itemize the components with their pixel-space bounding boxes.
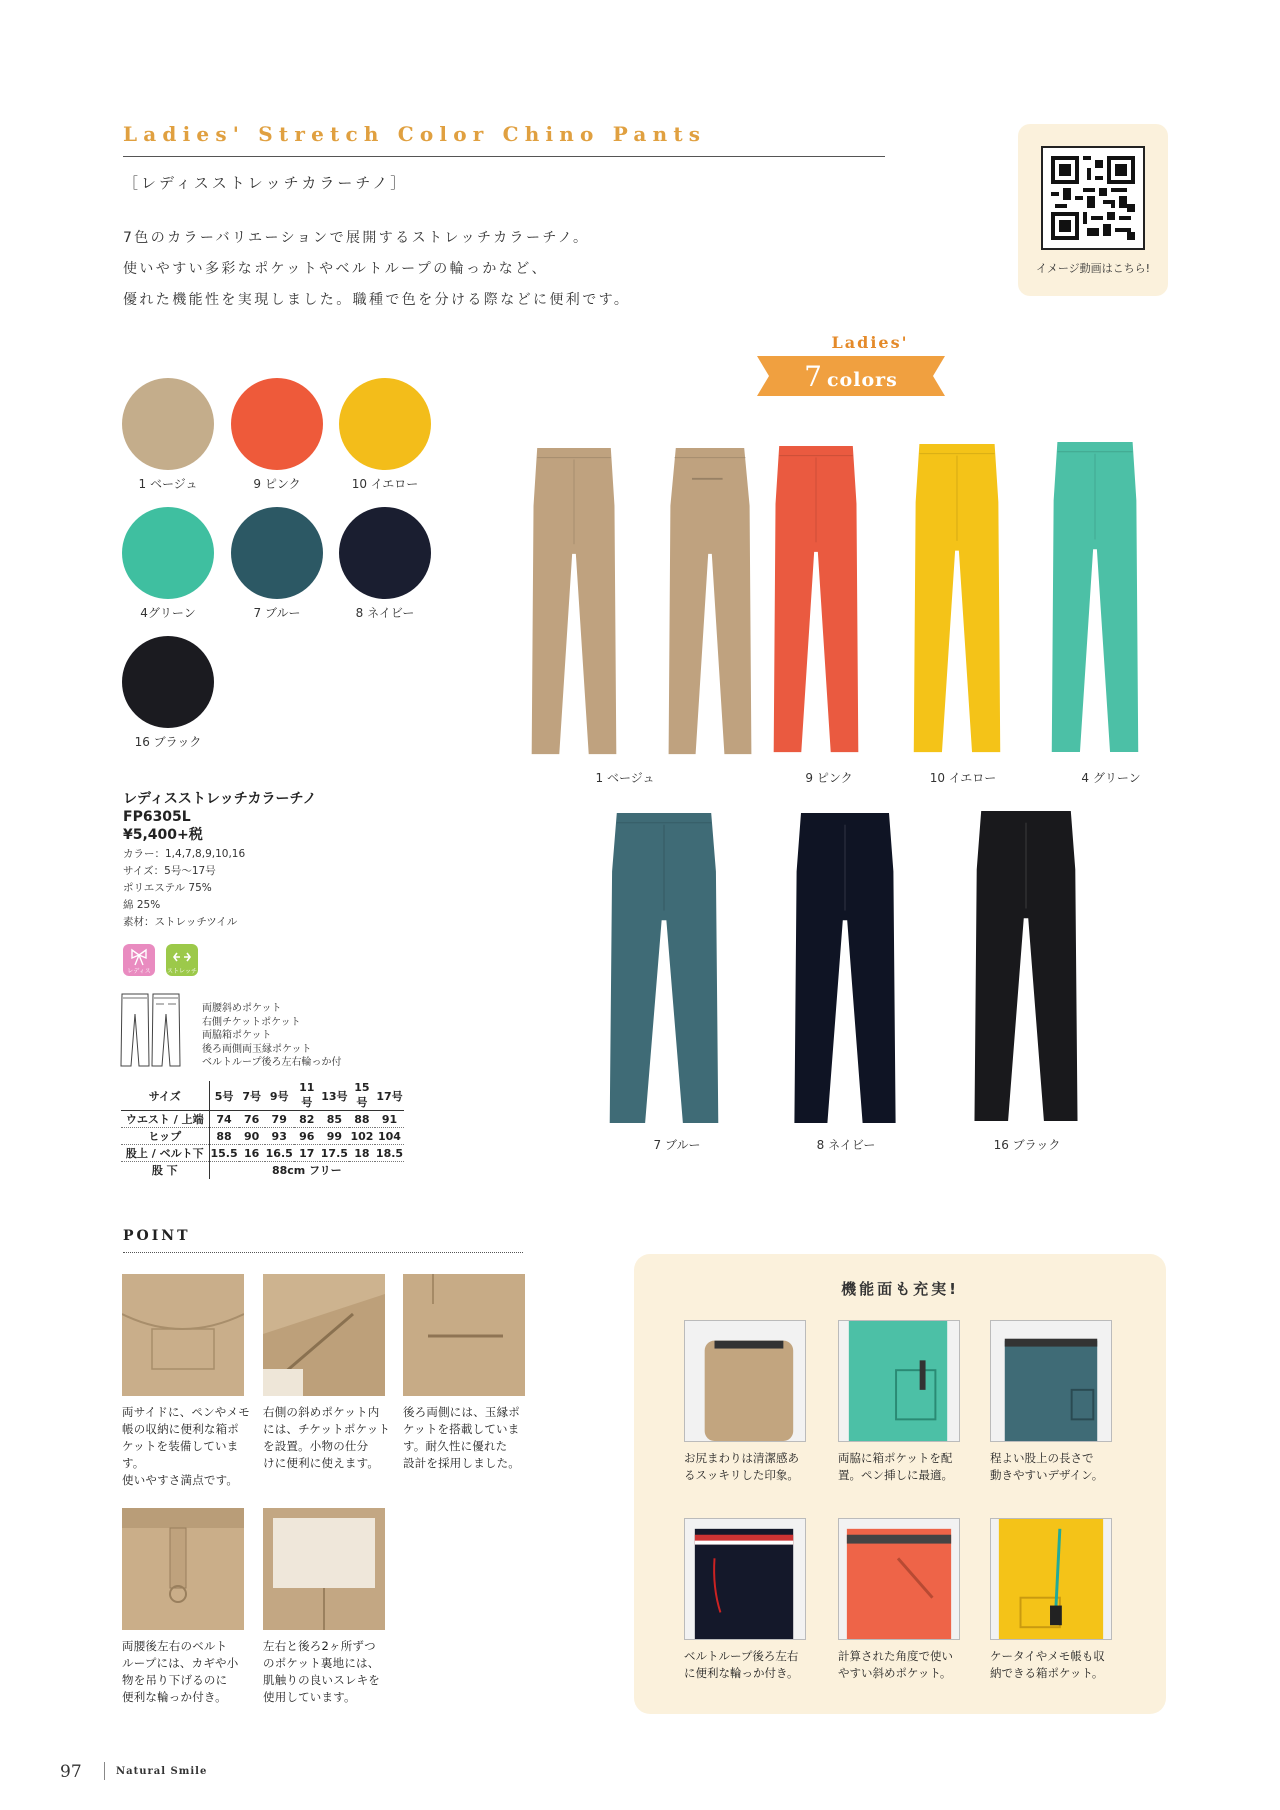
badge-label: レディス — [127, 968, 151, 975]
table-cell: 15.5 — [210, 1146, 238, 1160]
product-name: レディスストレッチカラーチノ — [123, 791, 317, 807]
size-table — [121, 1081, 404, 1179]
table-cell: 88 — [349, 1111, 375, 1128]
spec-line: 綿 25% — [123, 899, 161, 911]
pant-beige-front — [528, 448, 620, 756]
table-row — [121, 1128, 404, 1145]
colors-text — [757, 360, 945, 393]
size-col: 11号 — [294, 1081, 320, 1111]
feature-item: 右側チケットポケット — [202, 1016, 301, 1028]
swatch-label: 8 ネイビー — [355, 606, 415, 620]
point-caption — [122, 1404, 252, 1489]
table-cell: 74 — [209, 1111, 239, 1128]
qr-panel[interactable] — [1018, 124, 1168, 296]
row-label: 股上 / ベルト下 — [121, 1145, 209, 1162]
swatch-label: 4グリーン — [140, 606, 196, 620]
caption-line: ベルトループ後ろ左右 — [684, 1649, 799, 1663]
product-info — [123, 790, 316, 931]
caption-line: す。耐久性に優れた — [403, 1439, 508, 1453]
table-cell: 16.5 — [265, 1146, 293, 1160]
caption-line: ケータイやメモ帳も収 — [990, 1649, 1105, 1663]
technical-drawing — [120, 992, 182, 1068]
point-photo-side-pocket — [122, 1274, 244, 1396]
caption-line: ループには、カギや小 — [122, 1656, 239, 1670]
caption-line: 肌触りの良いスレキを — [263, 1673, 380, 1687]
size-col: 13号 — [320, 1081, 349, 1111]
table-row — [121, 1111, 404, 1128]
feature-item: 両脇箱ポケット — [202, 1030, 272, 1041]
swatch-beige — [122, 378, 214, 470]
function-photo — [990, 1320, 1112, 1442]
ribbon-icon — [129, 948, 149, 966]
caption-line: 程よい股上の長さで — [990, 1451, 1094, 1465]
caption-line: 両サイドに、ペンやメモ — [122, 1405, 250, 1419]
intro-line: 7色のカラーバリエーションで展開するストレッチカラーチノ。 — [123, 230, 590, 246]
caption-line: 使用しています。 — [263, 1690, 356, 1704]
qr-code-icon — [1051, 156, 1135, 240]
point-caption — [263, 1404, 393, 1472]
swatch-navy — [339, 507, 431, 599]
function-caption — [684, 1648, 824, 1682]
caption-line: 置。ペン挿しに最適。 — [838, 1468, 953, 1482]
function-photo — [838, 1518, 960, 1640]
swatch-yellow — [339, 378, 431, 470]
size-col: 7号 — [239, 1081, 265, 1111]
feature-item: 後ろ両側両玉縁ポケット — [202, 1043, 312, 1055]
table-cell: 88 — [209, 1128, 239, 1145]
caption-line: ケットを装備しています。 — [122, 1439, 239, 1470]
caption-line: 使いやすさ満点です。 — [122, 1473, 239, 1487]
caption-line: るスッキリした印象。 — [684, 1468, 799, 1482]
title-english: Ladies' Stretch Color Chino Pants — [123, 122, 707, 146]
table-cell: 76 — [239, 1111, 265, 1128]
table-cell: 104 — [375, 1128, 404, 1145]
title-japanese: ［レディスストレッチカラーチノ］ — [123, 174, 409, 192]
table-cell: 102 — [350, 1129, 374, 1143]
caption-line: 両腰後左右のベルト — [122, 1639, 228, 1653]
caption-line: 右側の斜めポケット内 — [263, 1405, 380, 1419]
product-code: FP6305L — [123, 809, 191, 825]
pant-beige-back — [665, 448, 755, 756]
point-caption — [403, 1404, 533, 1472]
swatch-label: 10 イエロー — [351, 477, 419, 491]
pant-black — [970, 811, 1082, 1123]
caption-line: 両脇に箱ポケットを配 — [838, 1451, 953, 1465]
function-caption — [684, 1450, 824, 1484]
size-corner: サイズ — [121, 1081, 209, 1111]
row-label: ヒップ — [121, 1128, 209, 1145]
pant-label: 7 ブルー — [653, 1138, 701, 1152]
pant-label: 16 ブラック — [993, 1138, 1061, 1152]
table-cell: 82 — [294, 1111, 320, 1128]
point-divider — [123, 1252, 523, 1253]
table-cell: 18 — [349, 1145, 375, 1162]
function-photo — [838, 1320, 960, 1442]
feature-list — [202, 1002, 342, 1070]
table-cell: 90 — [239, 1128, 265, 1145]
pant-green — [1048, 442, 1142, 754]
table-cell: 99 — [320, 1128, 349, 1145]
table-cell: 17 — [294, 1145, 320, 1162]
point-caption — [263, 1638, 393, 1706]
pant-label: 8 ネイビー — [816, 1138, 876, 1152]
title-divider — [123, 156, 885, 157]
caption-line: ケットを搭載していま — [403, 1422, 520, 1436]
pants-outline-icon — [120, 992, 182, 1068]
function-photo — [990, 1518, 1112, 1640]
function-caption — [838, 1648, 978, 1682]
spec-line: 素材：ストレッチツイル — [123, 916, 238, 928]
swatch-label: 1 ベージュ — [138, 477, 198, 491]
table-row — [121, 1145, 404, 1162]
swatch-green — [122, 507, 214, 599]
qr-code[interactable] — [1041, 146, 1145, 250]
badge-label: ストレッチ — [167, 968, 197, 975]
swatch-blue — [231, 507, 323, 599]
caption-line: 計算された角度で使い — [838, 1649, 953, 1663]
swatch-pink — [231, 378, 323, 470]
swatch-label: 16 ブラック — [134, 735, 202, 749]
functions-title: 機能面も充実! — [841, 1280, 959, 1298]
function-photo — [684, 1320, 806, 1442]
intro-line: 使いやすい多彩なポケットやベルトループの輪っかなど、 — [123, 261, 548, 277]
page-number: 97 — [60, 1762, 82, 1782]
stretch-icon — [172, 948, 192, 966]
product-price: ¥5,400+税 — [123, 827, 203, 843]
qr-caption: イメージ動画はこちら! — [1035, 262, 1151, 275]
swatch-label: 9 ピンク — [253, 477, 301, 491]
swatch-label: 7 ブルー — [253, 606, 301, 620]
colors-banner — [757, 352, 945, 400]
function-caption — [990, 1450, 1130, 1484]
intro-text — [123, 223, 630, 316]
ladies-label: Ladies' — [831, 333, 909, 352]
pant-label: 1 ベージュ — [595, 771, 655, 785]
point-photo-ticket-pocket — [263, 1274, 385, 1396]
point-photo-lining — [263, 1508, 385, 1630]
ladies-badge — [123, 944, 155, 976]
caption-line: 動きやすいデザイン。 — [990, 1468, 1104, 1482]
pant-blue — [605, 813, 723, 1125]
caption-line: けに便利に使えます。 — [263, 1456, 380, 1470]
row-label: 股 下 — [121, 1162, 209, 1179]
table-cell: 16 — [239, 1145, 265, 1162]
size-col: 15号 — [349, 1081, 375, 1111]
point-photo-back-pocket — [403, 1274, 525, 1396]
pant-label: 10 イエロー — [929, 771, 997, 785]
pant-label: 9 ピンク — [805, 771, 853, 785]
pant-navy — [790, 813, 900, 1125]
function-caption — [838, 1450, 978, 1484]
spec-line: サイズ：5号〜17号 — [123, 865, 216, 877]
caption-line: に便利な輪っか付き。 — [684, 1666, 799, 1680]
point-caption — [122, 1638, 252, 1706]
caption-line: を設置。小物の仕分 — [263, 1439, 369, 1453]
size-header-row — [121, 1081, 404, 1111]
table-cell: 96 — [294, 1128, 320, 1145]
table-cell: 91 — [375, 1111, 404, 1128]
size-col: 5号 — [209, 1081, 239, 1111]
size-col: 9号 — [265, 1081, 294, 1111]
caption-line: 物を吊り下げるのに — [122, 1673, 228, 1687]
feature-item: 両腰斜めポケット — [202, 1003, 282, 1014]
pant-label: 4 グリーン — [1081, 771, 1141, 785]
caption-line: 左右と後ろ2ヶ所ずつ — [263, 1639, 376, 1653]
footer-divider — [104, 1762, 105, 1780]
colors-count: 7 — [804, 360, 823, 393]
feature-item: ベルトループ後ろ左右輪っか付 — [202, 1057, 342, 1068]
size-col: 17号 — [375, 1081, 404, 1111]
pant-yellow — [910, 444, 1004, 754]
table-cell: 79 — [265, 1111, 294, 1128]
function-photo — [684, 1518, 806, 1640]
caption-line: 帳の収納に便利な箱ポ — [122, 1422, 239, 1436]
caption-line: お尻まわりは清潔感あ — [684, 1451, 799, 1465]
pant-pink — [770, 446, 862, 754]
table-row — [121, 1162, 404, 1179]
point-title: POINT — [123, 1228, 191, 1244]
swatch-black — [122, 636, 214, 728]
table-cell: 17.5 — [320, 1146, 348, 1160]
caption-line: 便利な輪っか付き。 — [122, 1690, 227, 1704]
table-cell: 85 — [320, 1111, 349, 1128]
caption-line: 納できる箱ポケット。 — [990, 1666, 1104, 1680]
caption-line: 後ろ両側には、玉縁ポ — [403, 1405, 520, 1419]
caption-line: 設計を採用しました。 — [403, 1456, 520, 1470]
table-cell: 88cm フリー — [271, 1164, 342, 1178]
stretch-badge — [166, 944, 198, 976]
colors-word: colors — [826, 369, 898, 391]
footer-brand: Natural Smile — [116, 1766, 208, 1777]
table-cell: 93 — [265, 1128, 294, 1145]
point-photo-belt-loop — [122, 1508, 244, 1630]
spec-line: ポリエステル 75% — [123, 882, 212, 894]
function-caption — [990, 1648, 1130, 1682]
spec-line: カラー：1,4,7,8,9,10,16 — [123, 848, 246, 860]
table-cell: 18.5 — [375, 1146, 404, 1160]
caption-line: のポケット裏地には、 — [263, 1656, 380, 1670]
row-label: ウエスト / 上端 — [121, 1111, 209, 1128]
caption-line: やすい斜めポケット。 — [838, 1666, 952, 1680]
caption-line: には、チケットポケット — [263, 1422, 391, 1436]
intro-line: 優れた機能性を実現しました。職種で色を分ける際などに便利です。 — [123, 292, 631, 308]
